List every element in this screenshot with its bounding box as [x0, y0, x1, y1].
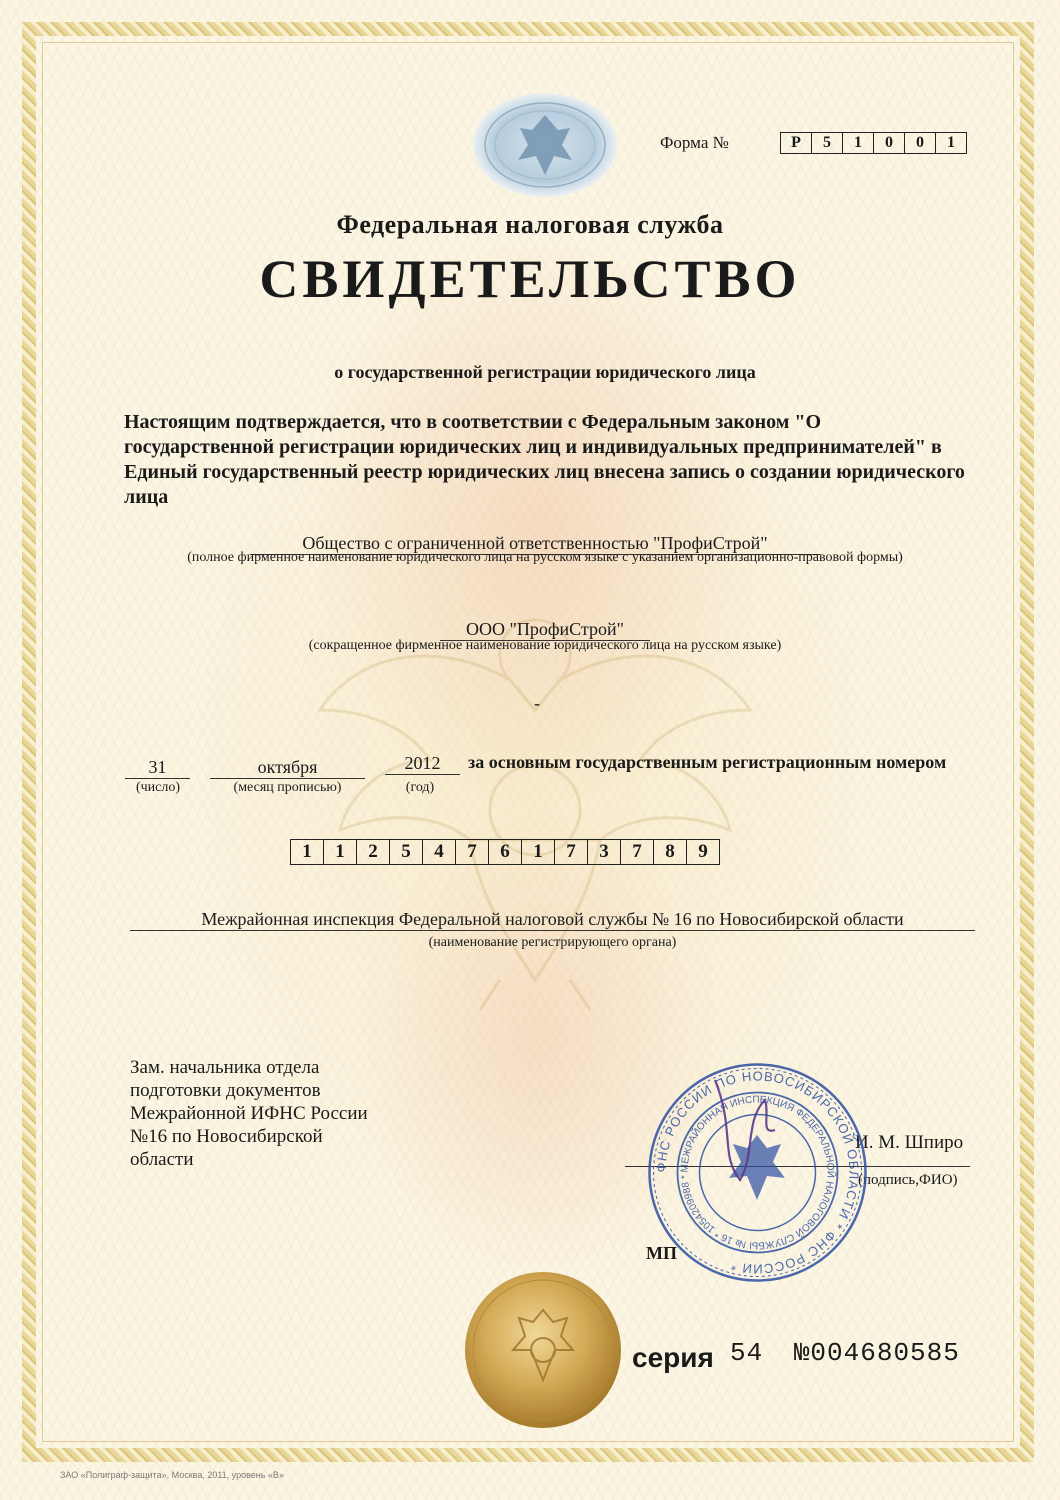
ogrn-digit: 5: [390, 839, 423, 865]
blank-serial: [730, 1338, 960, 1368]
confirmation-text: Настоящим подтверждается, что в соответствии с Федеральным законом "О государственной регистрации юридических лиц и индивидуальных предпринимателей" в Единый государственный реестр юридических лиц внесена запись о создании юридического лица: [124, 411, 965, 508]
form-code-cell: 1: [843, 132, 874, 154]
form-code-cell: 5: [812, 132, 843, 154]
stamp-place-label: МП: [646, 1243, 677, 1263]
full-name-hint: (полное фирменное наименование юридического лица на русском языке с указанием организационно-правовой формы): [187, 550, 903, 565]
position-line: Зам. начальника отдела: [130, 1057, 320, 1078]
form-code: [780, 132, 967, 154]
position-line: области: [130, 1149, 194, 1170]
signature-hint: (подпись,ФИО): [858, 1172, 958, 1188]
short-name: ООО "ПрофиСтрой": [440, 619, 650, 641]
registration-year: 2012: [385, 753, 460, 775]
form-code-cell: 0: [874, 132, 905, 154]
month-hint: (месяц прописью): [233, 780, 342, 795]
series-label: серия: [632, 1342, 714, 1373]
svg-text:МЕЖРАЙОННАЯ ИНСПЕКЦИЯ ФЕДЕРАЛЬ: МЕЖРАЙОННАЯ ИНСПЕКЦИЯ ФЕДЕРАЛЬНОЙ НАЛОГОВОЙ СЛУЖБЫ № 16 * 1054209988 *: [679, 1094, 836, 1251]
full-name: Общество с ограниченной ответственностью "ПрофиСтрой": [250, 533, 820, 555]
agency-name: Федеральная налоговая служба: [336, 210, 724, 239]
form-label: Форма №: [660, 133, 729, 152]
ogrn-digit: 7: [456, 839, 489, 865]
registration-day: 31: [125, 757, 190, 779]
registering-authority: Межрайонная инспекция Федеральной налоговой службы № 16 по Новосибирской области: [130, 909, 975, 931]
ogrn-digit: 9: [687, 839, 720, 865]
registration-month: октября: [210, 757, 365, 779]
position-line: №16 по Новосибирской: [130, 1126, 323, 1147]
ogrn-number: [290, 839, 720, 865]
year-hint: (год): [405, 780, 435, 795]
ogrn-digit: 7: [555, 839, 588, 865]
ogrn-digit: 8: [654, 839, 687, 865]
ogrn-digit: 4: [423, 839, 456, 865]
foreign-name-placeholder: -: [534, 693, 540, 713]
gold-seal-icon: [463, 1270, 623, 1430]
ogrn-digit: 1: [290, 839, 324, 865]
position-line: Межрайонной ИФНС России: [130, 1103, 368, 1124]
short-name-hint: (сокращенное фирменное наименование юридического лица на русском языке): [308, 638, 782, 653]
day-hint: (число): [135, 780, 181, 795]
ogrn-digit: 1: [522, 839, 555, 865]
form-code-cell: Р: [780, 132, 812, 154]
series-value: 54: [730, 1338, 764, 1368]
page-subtitle: о государственной регистрации юридического лица: [334, 362, 756, 382]
ogrn-digit: 6: [489, 839, 522, 865]
hologram-icon: [470, 90, 620, 200]
ogrn-digit: 7: [621, 839, 654, 865]
ogrn-digit: 1: [324, 839, 357, 865]
page-title: СВИДЕТЕЛЬСТВО: [259, 249, 801, 309]
blank-number: №004680585: [793, 1338, 960, 1368]
svg-text:ФНС РОССИИ ПО НОВОСИБИРСКОЙ ОБ: ФНС РОССИИ ПО НОВОСИБИРСКОЙ ОБЛАСТИ * ФНС РОССИИ *: [653, 1068, 862, 1277]
printer-imprint: ЗАО «Полиграф-защита», Москва, 2011, уровень «В»: [60, 1470, 284, 1480]
authority-hint: (наименование регистрирующего органа): [428, 935, 677, 950]
form-code-cell: 1: [936, 132, 967, 154]
ogrn-digit: 2: [357, 839, 390, 865]
form-code-cell: 0: [905, 132, 936, 154]
ogrn-label: за основным государственным регистрационным номером: [468, 752, 947, 772]
official-stamp-icon: [645, 1060, 870, 1285]
ogrn-digit: 3: [588, 839, 621, 865]
signer-name: И. М. Шпиро: [855, 1132, 964, 1153]
position-line: подготовки документов: [130, 1080, 321, 1101]
signer-position: [130, 1056, 430, 1171]
